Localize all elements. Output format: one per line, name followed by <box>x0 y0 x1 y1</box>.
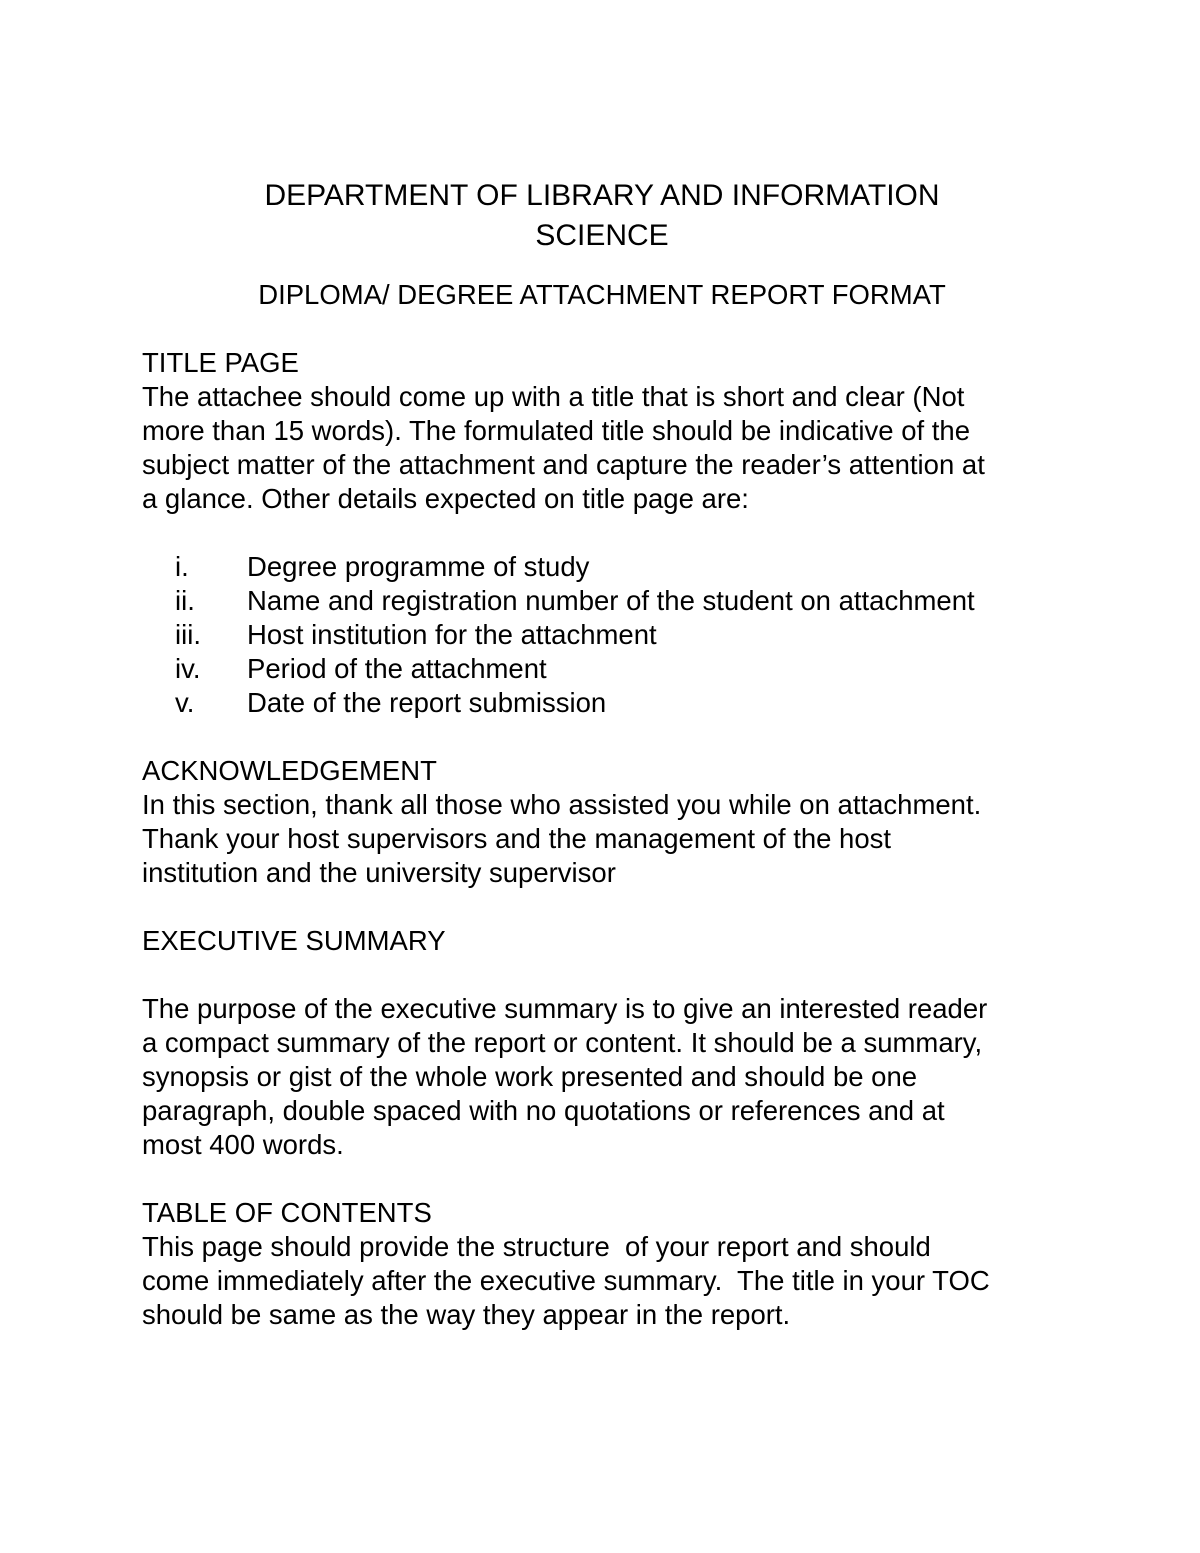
list-item <box>142 584 1062 618</box>
section-heading-executive-summary: EXECUTIVE SUMMARY <box>142 925 446 956</box>
acknowledgement-line: In this section, thank all those who assisted you while on attachment. <box>142 789 982 820</box>
title-page-line: subject matter of the attachment and capture the reader’s attention at <box>142 449 985 480</box>
list-item-number: i. <box>175 551 189 582</box>
acknowledgement-line: Thank your host supervisors and the management of the host <box>142 823 892 854</box>
list-item-number: iv. <box>175 653 201 684</box>
executive-summary-line: a compact summary of the report or content. It should be a summary, <box>142 1027 983 1058</box>
list-item-number: ii. <box>175 585 195 616</box>
department-title <box>142 176 1062 256</box>
list-item <box>142 618 1062 652</box>
section-heading-title-page: TITLE PAGE <box>142 347 299 378</box>
title-page-line: more than 15 words). The formulated title should be indicative of the <box>142 415 971 446</box>
executive-summary-line: The purpose of the executive summary is to give an interested reader <box>142 993 988 1024</box>
section-acknowledgement <box>142 754 1062 890</box>
list-item-text: Name and registration number of the student on attachment <box>247 585 975 616</box>
list-item-text: Host institution for the attachment <box>247 619 657 650</box>
list-item <box>142 652 1062 686</box>
title-page-line: The attachee should come up with a title that is short and clear (Not <box>142 381 965 412</box>
list-item <box>142 686 1062 720</box>
list-item-text: Degree programme of study <box>247 551 590 582</box>
department-title-line-1: DEPARTMENT OF LIBRARY AND INFORMATION <box>264 179 940 212</box>
list-item-number: v. <box>175 687 195 718</box>
toc-line: come immediately after the executive summary. The title in your TOC <box>142 1265 990 1296</box>
toc-line: This page should provide the structure of your report and should <box>142 1231 931 1262</box>
section-executive-summary <box>142 924 1062 1162</box>
list-item-text: Date of the report submission <box>247 687 607 718</box>
title-page-line: a glance. Other details expected on title page are: <box>142 483 749 514</box>
document-page <box>142 176 1062 1332</box>
section-title-page <box>142 346 1062 720</box>
list-item-text: Period of the attachment <box>247 653 547 684</box>
section-heading-acknowledgement: ACKNOWLEDGEMENT <box>142 755 437 786</box>
title-page-details-list <box>142 550 1062 720</box>
executive-summary-line: synopsis or gist of the whole work presented and should be one <box>142 1061 918 1092</box>
section-heading-table-of-contents: TABLE OF CONTENTS <box>142 1197 432 1228</box>
section-table-of-contents <box>142 1196 1062 1332</box>
toc-line: should be same as the way they appear in the report. <box>142 1299 791 1330</box>
executive-summary-line: paragraph, double spaced with no quotations or references and at <box>142 1095 945 1126</box>
list-item <box>142 550 1062 584</box>
executive-summary-line: most 400 words. <box>142 1129 344 1160</box>
format-title: DIPLOMA/ DEGREE ATTACHMENT REPORT FORMAT <box>258 279 946 310</box>
list-item-number: iii. <box>175 619 201 650</box>
department-title-line-2: SCIENCE <box>535 219 669 252</box>
acknowledgement-line: institution and the university supervisor <box>142 857 616 888</box>
